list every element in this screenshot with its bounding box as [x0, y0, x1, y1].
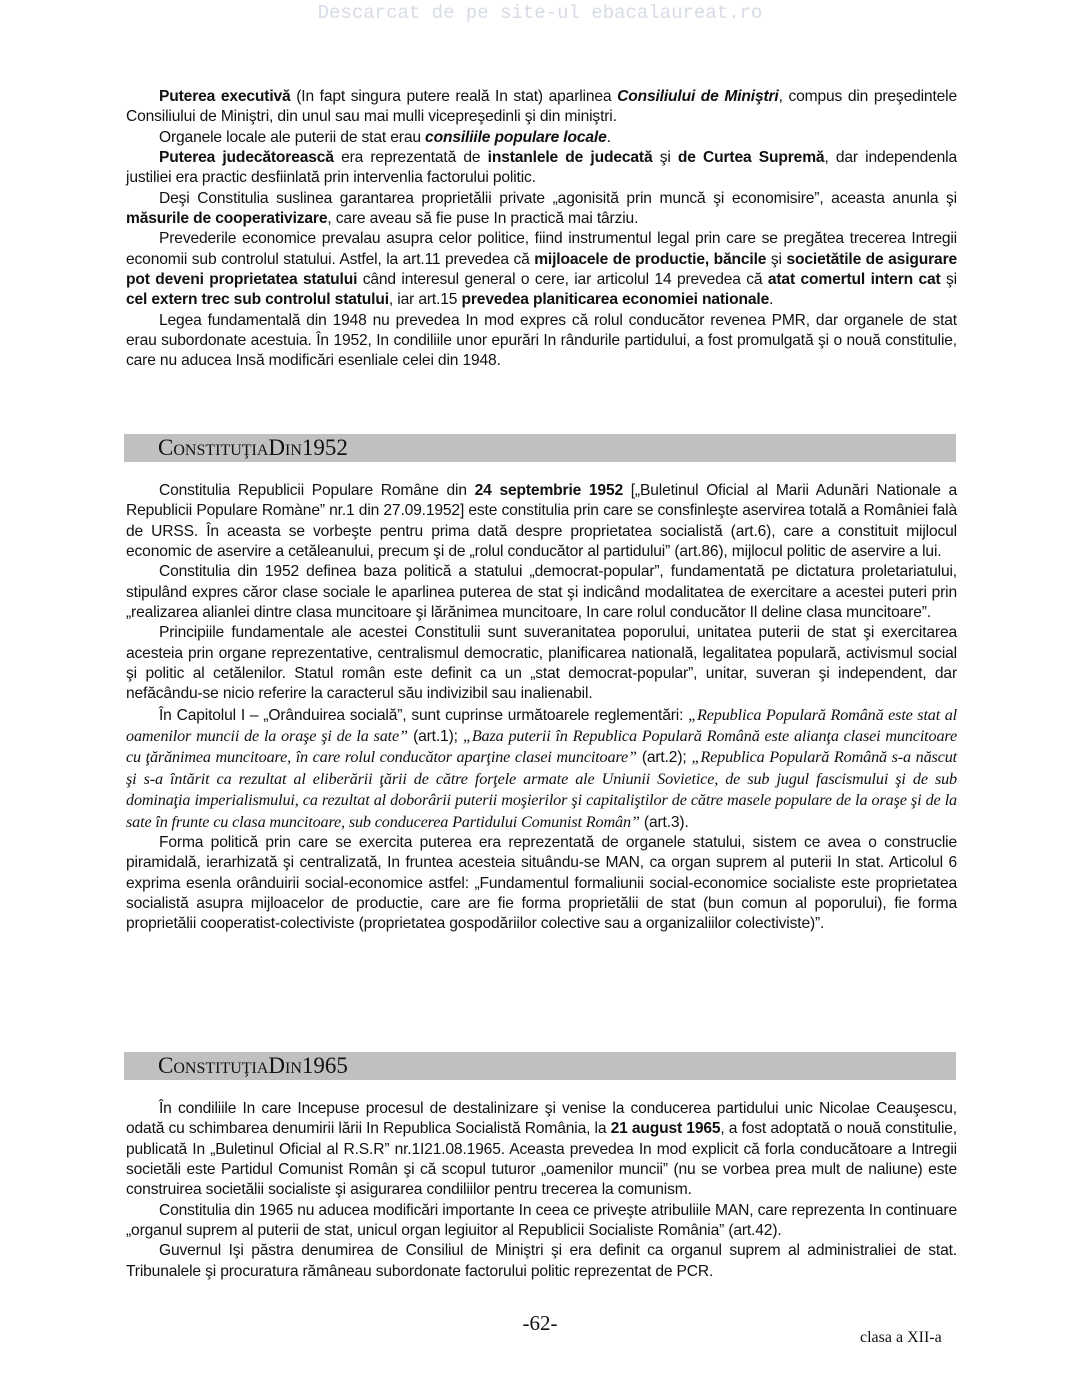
text-run: , a fost adoptată o nouă constitulie, publicată In „Buletinul Oficial al R.S.R” nr.1I21.08.1965. Aceasta prevedea In mod explicit că forla conducătoare a Intregii societăli este Partidul Comunist Român şi că scopul tuturor „oamenilor muncii” (nu se vorbea prea mult de naliune) este construirea societălii socialiste şi asigurarea condiliilor pentru trecerea la comunism.	[126, 1120, 957, 1199]
paragraph	[126, 833, 957, 935]
emphasis-text: atat comertul intern cat	[767, 271, 941, 289]
section-heading-1952	[124, 434, 956, 462]
section-1965-text	[126, 1099, 957, 1282]
text-run: şi	[766, 250, 787, 268]
watermark: Descarcat de pe site-ul ebacalaureat.ro	[317, 2, 763, 24]
page-number: -62-	[522, 1311, 558, 1335]
text-run: când interesul general o cere, iar articolul 14 prevedea că	[357, 271, 768, 289]
text-run: , care aveau să fie puse In practică mai târziu.	[327, 210, 639, 228]
emphasis-text: instanlele de judecată	[487, 149, 653, 167]
emphasis-text: Puterea executivă	[159, 88, 291, 105]
text-run: (In fapt singura putere reală In stat) aparlinea	[290, 88, 618, 105]
paragraph	[126, 1099, 957, 1201]
text-run: Guvernul Işi păstra denumirea de Consiliul de Miniştri şi era definit ca organul suprem al administraliei de stat. Tribunalele şi procuratura rămâneau subordonate factorului politic reprezentat de PCR.	[126, 1242, 957, 1280]
text-run: şi	[652, 149, 678, 167]
emphasis-text: 24 septembrie 1952	[474, 482, 623, 499]
text-run: (art.3).	[639, 813, 689, 831]
emphasis-text: societătile de asigurare pot deveni proprietatea statului	[126, 250, 958, 289]
text-run: Constitulia Republicii Populare Române din	[159, 482, 475, 499]
text-run: Principiile fundamentale ale acestei Constitulii sunt suveranitatea poporului, unitatea puterii de stat şi exercitarea acesteia prin organe reprezentative, centralismul democratic, planificarea natională, legalitatea populară, activismul social şi politic al cetălenilor. Statul român este definit ca un „stat democrat-popular”, unitar, suveran şi independent, dar nefăcându-se nicio referire la caracterul său indivizibil sau inalienabil.	[126, 624, 957, 703]
text-run: Prevederile economice prevalau asupra celor politice, fiind instrumentul legal prin care se pregătea trecerea Intregii economii sub controlul statului. Astfel, la art.11 prevedea că	[126, 230, 957, 268]
text-run: , dar independenla justiliei era practic desfiinlată prin intervenlia factorului politic.	[126, 149, 958, 187]
heading-text: ConstituţiaDin1952	[158, 435, 348, 460]
paragraph	[126, 1241, 957, 1282]
text-run: Constitulia din 1965 nu aducea modificări importante In ceea ce priveşte atribuliile MAN, care reprezenta In continuare „organul suprem al puterii de stat, unicul organ legiuitor al Republicii Socialiste România” (art.42).	[126, 1201, 957, 1240]
text-run: şi	[940, 271, 957, 289]
quoted-article: „Baza puterii în Republica Populară Română este alianţa clasei muncitoare cu ţărănimea muncitoare, în care rolul conducător aparţine clasei muncitoare”	[126, 727, 957, 767]
quoted-article: „Republica Populară Română s-a născut şi s-a întărit ca rezultat al eliberării ţării de către forţele armate ale Uniunii Sovietice, de sub jugul fascismului şi de sub dominaţia imperialismului, ca rezultat al doborârii puterii moşierilor şi capitaliştilor de către masele populare de la oraşe şi de la sate în frunte cu clasa muncitoare, sub conducerea Partidului Comunist Român”	[126, 748, 957, 831]
text-run: Organele locale ale puterii de stat erau	[159, 128, 426, 146]
section-intro-text	[126, 87, 957, 372]
emphasis-text: prevedea planiticarea economiei nationale	[461, 291, 770, 309]
text-run: În condiliile In care Incepuse procesul de destalinizare şi venise la conducerea partidului unic Nicolae Ceauşescu, odată cu schimbarea denumirii lării In Republica Socialistă România, la	[126, 1100, 957, 1138]
text-run: , iar art.15	[388, 291, 462, 309]
emphasis-text: măsurile de cooperativizare	[126, 210, 328, 228]
text-run: .	[606, 128, 611, 146]
paragraph	[126, 128, 957, 148]
class-label: clasa a XII-a	[860, 1329, 942, 1346]
emphasis-text: consiliile populare locale	[425, 128, 607, 146]
text-run: (art.1);	[407, 728, 463, 746]
paragraph	[126, 311, 957, 372]
paragraph	[126, 562, 957, 623]
text-run: Legea fundamentală din 1948 nu prevedea In mod expres că rolul conducător revenea PMR, dar organele de stat erau subordonate acestuia. În 1952, In condiliile unor epurări In rândurile partidului, a fost promulgată şi o nouă constitulie, care nu aducea Insă modificări esenliale celei din 1948.	[126, 311, 957, 370]
emphasis-text: Consiliului de Miniştri	[617, 88, 779, 105]
quoted-article: „Republica Populară Română este stat al oamenilor muncii de la oraşe şi de la sate”	[126, 705, 957, 746]
text-run: (art.2);	[636, 749, 692, 767]
text-run: , compus din preşedintele Consiliului de Miniştri, din unul sau mai mulli vicepreşedinli şi din miniştri.	[126, 88, 957, 126]
paragraph	[126, 1201, 957, 1242]
text-run: Deşi Constitulia suslinea garantarea proprietălii private „agonisită prin muncă şi economisire”, aceasta anunla şi	[159, 189, 957, 207]
paragraph	[126, 229, 957, 310]
text-run: Constitulia din 1952 definea baza politică a statului „democrat-popular”, fundamentată pe dictatura proletariatului, stipulând expres căror clase sociale le aparlinea puterea de stat şi indicând modalitatea de exercitare a acestei puteri prin „realizarea alianlei dintre clasa muncitoare şi lărănimea muncitoare, In care rolul conducător Il deline clasa muncitoare”.	[126, 563, 957, 622]
text-run: Forma politică prin care se exercita puterea era reprezentată de organele statului, sistem ce avea o construclie piramidală, ierarhizată şi centralizată, In fruntea acesteia situându-se MAN, ca organ suprem al puterii In stat. Articolul 6 exprima esenla orânduirii social-economice astfel: „Fundamentul formaliunii social-economice socialiste este proprietatea socialistă asupra mijloacelor de productie, care are fie forma proprietălii de stat (bun comun al poporului), fie forma proprietălii cooperatist-colectiviste (proprietatea gospodăriilor colective sau a organizaliilor colectiviste)”.	[126, 833, 957, 933]
emphasis-text: 21 august 1965	[610, 1120, 721, 1138]
emphasis-text: cel extern trec sub controlul statului	[126, 291, 389, 309]
paragraph	[126, 623, 957, 704]
emphasis-text: de Curtea Supremă	[677, 149, 825, 167]
text-run: În Capitolul I – „Orânduirea socială”, sunt cuprinse următoarele reglementări:	[159, 706, 689, 724]
section-1952-text	[126, 481, 957, 935]
emphasis-text: mijloacele de productie, băncile	[534, 250, 767, 268]
paragraph	[126, 705, 957, 833]
paragraph	[126, 481, 957, 562]
text-run: era reprezentată de	[333, 149, 488, 167]
text-run: .	[769, 291, 774, 309]
paragraph	[126, 189, 957, 230]
paragraph	[126, 87, 957, 128]
heading-text: ConstituţiaDin1965	[158, 1053, 348, 1078]
section-heading-1965	[124, 1052, 956, 1080]
paragraph	[126, 148, 957, 189]
emphasis-text: Puterea judecătorească	[159, 149, 334, 167]
text-run: [„Buletinul Oficial al Marii Adunări Nationale a Republicii Populare Romàne” nr.1 din 27.09.1952] este constitulia prin care se consfinleşte aservirea totală a României falà de URSS. În aceasta se vorbeşte pentru prima dată despre proprietatea socialistă (art.6), care a constituit mijlocul economic de aservire a cetăleanului, precum şi de „rolul conducător al partidului” (art.86), mijlocul politic de aservire a lui.	[126, 482, 958, 561]
